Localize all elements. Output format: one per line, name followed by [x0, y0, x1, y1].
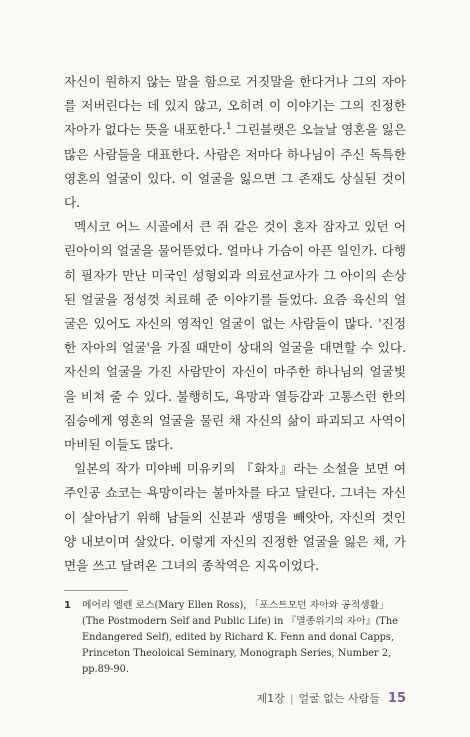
paragraph-1-text-b: 그린블랫은 오늘날 영혼을 잃은 많은 사람들을 대표한다. 사람은 저마다 하나님이 주신 독특한 영혼의 얼굴이 있다. 이 얼굴을 잃으면 그 존재도 상실된 것이다. [64, 122, 406, 211]
paragraph-1-text-a: 자신이 원하지 않는 말을 함으로 거짓말을 한다거나 그의 자아를 저버린다는 데 있지 않고, 오히려 이 이야기는 그의 진정한 자아가 없다는 뜻을 내포한다. [64, 74, 406, 138]
chapter-title: 얼굴 없는 사람들 [298, 692, 380, 705]
paragraph-2: 멕시코 어느 시골에서 큰 쥐 같은 것이 혼자 잠자고 있던 어린아이의 얼굴을 물어뜯었다. 얼마나 가슴이 아픈 일인가. 다행히 필자가 만난 미국인 성형외과 의료선교사가 그 아이의 손상된 얼굴을 정성껏 치료해 준 이야기를 들었다. 요즘 육신의 얼굴은 있어도 자신의 영적인 얼굴이 없는 사람들이 많다. '진정한 자아의 얼굴'을 가질 때만이 상대의 얼굴을 대면할 수 있다. 자신의 얼굴을 가진 사람만이 자신이 마주한 하나님의 얼굴빛을 비쳐 줄 수 있다. 불행히도, 욕망과 열등감과 고통스런 한의 짐승에게 영혼의 얼굴을 물린 채 자신의 삶이 파괴되고 사역이 마비된 이들도 많다. [64, 219, 406, 453]
chapter-label: 제1장 [256, 692, 285, 705]
body-text [64, 70, 406, 578]
footnote-reference: 1 [226, 122, 232, 133]
footnote-divider [64, 590, 128, 591]
paragraph-1 [64, 70, 406, 215]
footer-separator: | [289, 692, 294, 705]
paragraph-3: 일본의 작가 미야베 미유키의 『화차』라는 소설을 보면 여주인공 쇼코는 욕망이라는 불마차를 타고 달린다. 그녀는 자신이 살아남기 위해 남들의 신분과 생명을 빼앗아, 자신의 것인 양 내보이며 살았다. 이렇게 자신의 진정한 얼굴을 잃은 채, 가면을 쓰고 달려온 그녀의 종착역은 지옥이었다. [64, 461, 406, 574]
running-footer [257, 690, 406, 706]
footnote-number: 1 [64, 600, 71, 611]
page-number: 15 [387, 691, 406, 706]
footnote [64, 598, 406, 678]
footnote-text: 메어리 엘렌 로스(Mary Ellen Ross), 「포스트모던 자아와 공적생활」(The Postmodern Self and Public Life) in 『멸종위기의 자아』(The Endangered Self), edited by Richard K. Fenn and donal Capps, Princeton Theoloical Seminary, Monograph Series, Number 2, pp.89-90. [82, 600, 398, 675]
